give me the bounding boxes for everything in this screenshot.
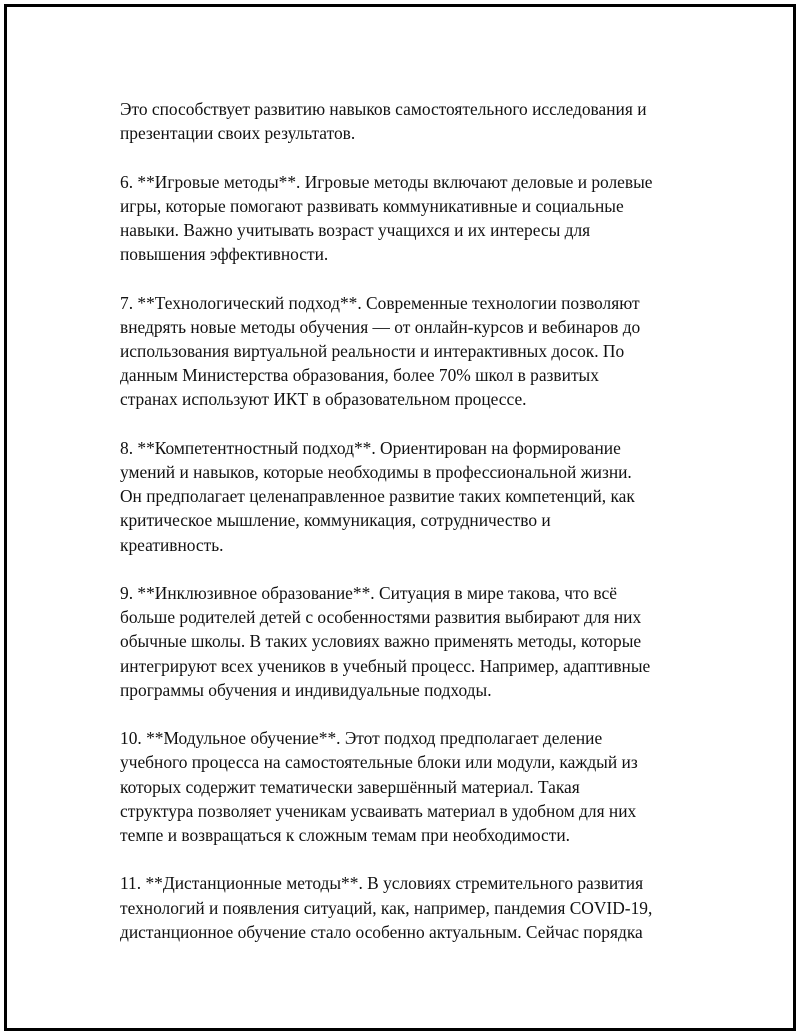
paragraph xyxy=(120,726,700,847)
text-line: 11. **Дистанционные методы**. В условиях стремительного развития xyxy=(120,873,644,894)
text-line: критическое мышление, коммуникация, сотрудничество и xyxy=(120,510,551,531)
paragraph xyxy=(120,170,700,267)
text-line: данным Министерства образования, более 70% школ в развитых xyxy=(120,365,599,386)
text-line: темпе и возвращаться к сложным темам при необходимости. xyxy=(120,825,571,846)
text-line: 9. **Инклюзивное образование**. Ситуация в мире такова, что всё xyxy=(120,583,617,603)
paragraph xyxy=(120,97,700,145)
text-line: интегрируют всех учеников в учебный процесс. Например, адаптивные xyxy=(120,655,651,676)
text-line: странах используют ИКТ в образовательном процессе. xyxy=(120,389,527,410)
text-line: Он предполагает целенаправленное развитие таких компетенций, как xyxy=(120,486,635,507)
document-body xyxy=(120,97,700,968)
text-line: технологий и появления ситуаций, как, например, пандемия COVID-19, xyxy=(120,897,653,918)
text-line: навыки. Важно учитывать возраст учащихся и их интересы для xyxy=(120,220,591,240)
text-line: повышения эффективности. xyxy=(120,244,329,265)
text-line: 7. **Технологический подход**. Современные технологии позволяют xyxy=(120,292,640,313)
text-line: использования виртуальной реальности и интерактивных досок. По xyxy=(120,341,625,361)
text-line: презентации своих результатов. xyxy=(120,123,356,144)
text-line: больше родителей детей с особенностями развития выбирают для них xyxy=(120,607,642,628)
text-line: учебного процесса на самостоятельные блоки или модули, каждый из xyxy=(120,752,638,773)
text-line: 8. **Компетентностный подход**. Ориентирован на формирование xyxy=(120,437,621,458)
text-line: обычные школы. В таких условиях важно применять методы, которые xyxy=(120,631,642,652)
text-line: программы обучения и индивидуальные подходы. xyxy=(120,679,492,700)
text-line: умений и навыков, которые необходимы в профессиональной жизни. xyxy=(120,462,632,482)
text-line: внедрять новые методы обучения — от онлайн-курсов и вебинаров до xyxy=(120,316,641,337)
text-line: дистанционное обучение стало особенно актуальным. Сейчас порядка xyxy=(120,921,643,942)
text-line: 10. **Модульное обучение**. Этот подход предполагает деление xyxy=(120,728,603,749)
text-line: креативность. xyxy=(120,534,224,555)
text-line: 6. **Игровые методы**. Игровые методы включают деловые и ролевые xyxy=(120,171,653,192)
paragraph xyxy=(120,871,700,944)
text-line: игры, которые помогают развивать коммуникативные и социальные xyxy=(120,195,624,216)
text-line: которых содержит тематически завершённый материал. Такая xyxy=(120,776,580,797)
paragraph xyxy=(120,436,700,557)
page-frame xyxy=(4,4,796,1031)
paragraph xyxy=(120,291,700,412)
text-line: структура позволяет ученикам усваивать материал в удобном для них xyxy=(120,800,637,821)
text-line: Это способствует развитию навыков самостоятельного исследования и xyxy=(120,99,647,119)
paragraph xyxy=(120,581,700,702)
